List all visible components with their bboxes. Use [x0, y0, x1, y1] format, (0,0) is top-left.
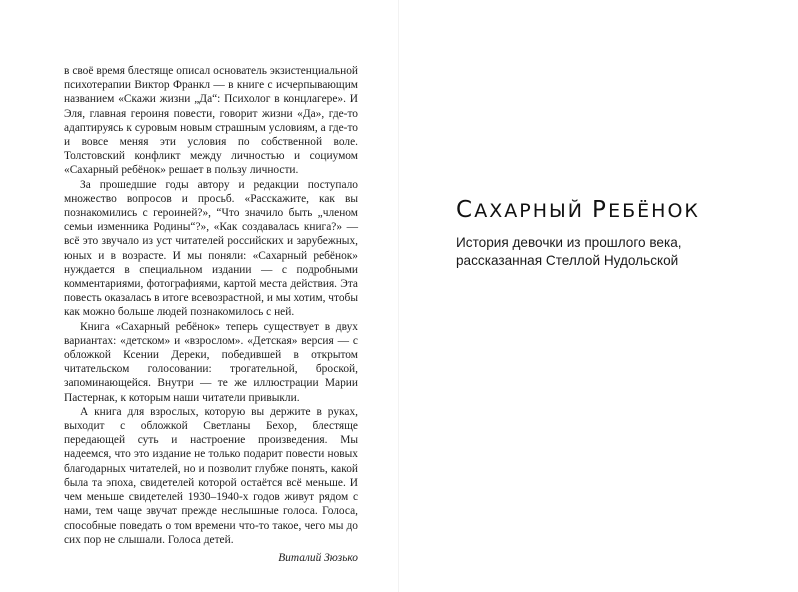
paragraph-2: За прошедшие годы автору и редакции поступало множество вопросов и просьб. «Расскажите, как вы познакомились с героиней?», “Что значило быть „членом семьи изменника Родины“?», «Как создавалась книга?» — всё это звучало из уст читателей российских и зарубежных, юных и в возрасте. И мы поняли: «Сахарный ребёнок» нуждается в специальном издании — с подробными комментариями, фотографиями, картой места действия. Эта повесть оказалась в итоге всевозрастной, и мы хотим, чтобы как можно больше людей познакомилось с ней. — [64, 178, 358, 319]
title-word-2: ЕБЁНОК — [608, 200, 700, 222]
subtitle-line-1: История девочки из прошлого века, — [456, 235, 682, 250]
book-title — [456, 196, 786, 225]
title-initial-2: Р — [592, 197, 609, 223]
title-block — [456, 196, 786, 269]
title-initial: С — [456, 197, 475, 223]
right-page — [399, 0, 798, 592]
subtitle-line-2: рассказанная Стеллой Нудольской — [456, 252, 679, 268]
book-subtitle — [456, 234, 786, 269]
author-signature: Виталий Зюзько — [278, 551, 358, 564]
title-word-1: АХАРНЫЙ — [474, 200, 593, 222]
paragraph-1: в своё время блестяще описал основатель экзистенциальной психотерапии Виктор Франкл — в книге с исчерпывающим названием «Скажи жизни „Да“: Психолог в концлагере». И Эля, главная героиня повести, говорит жизни «Да», где-то адаптируясь к суровым новым страшным условиям, а где-то и вовсе меняя эти условия по собственной воле. Толстовский конфликт между личностью и социумом «Сахарный ребёнок» решает в пользу личности. — [64, 65, 358, 177]
paragraph-3: Книга «Сахарный ребёнок» теперь существует в двух вариантах: «детском» и «взрослом». «Детская» версия — с обложкой Ксении Дереки, победившей в открытом читательском голосовании: трогательной, броской, запоминающейся. Внутри — те же иллюстрации Марии Пастернак, к которым наши читатели привыкли. — [64, 320, 358, 404]
paragraph-4: А книга для взрослых, которую вы держите в руках, выходит с обложкой Светланы Бехор, блестяще передающей суть и настроение произведения. Мы надеемся, что это издание не только подарит повести новых благодарных читателей, но и позволит глубже понять, какой была та эпоха, свидетелей которой остаётся всё меньше. И чем меньше свидетелей 1930–1940-х годов живут рядом с нами, тем чаще звучат прежде неслышные голоса. Голоса, способные поведать о том времени что-то такое, чего мы до сих пор не слышали. Голоса детей. — [64, 405, 358, 546]
afterword-text — [64, 64, 358, 565]
